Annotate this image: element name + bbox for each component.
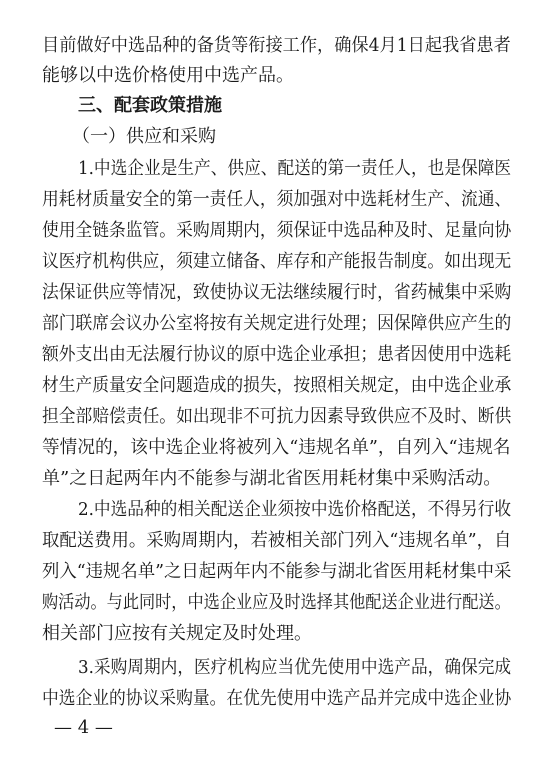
subsection-heading: （一）供应和采购 [72, 126, 216, 147]
paragraph-1-line: 材生产质量安全问题造成的损失，按照相关规定，由中选企业承 [42, 375, 512, 396]
paragraph-2-line: 购活动。与此同时，中选企业应及时选择其他配送企业进行配送。 [42, 592, 511, 613]
text-line: 目前做好中选品种的备货等衔接工作，确保4月1日起我省患者 [42, 35, 511, 56]
paragraph-3-line: 中选企业的协议采购量。在优先使用中选产品并完成中选企业协 [42, 688, 512, 709]
paragraph-2-line: 列入“违规名单”之日起两年内不能参与湖北省医用耗材集中采 [42, 561, 512, 582]
paragraph-2-line: 2.中选品种的相关配送企业须按中选价格配送，不得另行收 [78, 499, 512, 520]
paragraph-1-line: 部门联席会议办公室将按有关规定进行处理；因保障供应产生的 [42, 313, 512, 334]
paragraph-1-line: 额外支出由无法履行协议的原中选企业承担；患者因使用中选耗 [42, 344, 512, 365]
paragraph-1-line: 法保证供应等情况，致使协议无法继续履行时，省药械集中采购 [42, 282, 512, 303]
page-number: — 4 — [54, 717, 113, 738]
paragraph-1-line: 1.中选企业是生产、供应、配送的第一责任人，也是保障医 [78, 158, 512, 179]
paragraph-1-line: 议医疗机构供应，须建立储备、库存和产能报告制度。如出现无 [42, 251, 512, 272]
paragraph-1-line: 用耗材质量安全的第一责任人，须加强对中选耗材生产、流通、 [42, 189, 512, 210]
paragraph-2-line: 取配送费用。采购周期内，若被相关部门列入“违规名单”，自 [42, 530, 512, 551]
paragraph-1-line: 单”之日起两年内不能参与湖北省医用耗材集中采购活动。 [42, 468, 502, 489]
paragraph-1-line: 担全部赔偿责任。如出现非不可抗力因素导致供应不及时、断供 [42, 406, 512, 427]
text-line: 能够以中选价格使用中选产品。 [42, 65, 294, 86]
paragraph-2-line: 相关部门应按有关规定及时处理。 [42, 623, 312, 644]
section-heading: 三、配套政策措施 [78, 95, 222, 116]
paragraph-3-line: 3.采购周期内，医疗机构应当优先使用中选产品，确保完成 [78, 657, 512, 678]
paragraph-1-line: 使用全链条监管。采购周期内，须保证中选品种及时、足量向协 [42, 220, 512, 241]
paragraph-1-line: 等情况的，该中选企业将被列入“违规名单”，自列入“违规名 [42, 437, 511, 458]
